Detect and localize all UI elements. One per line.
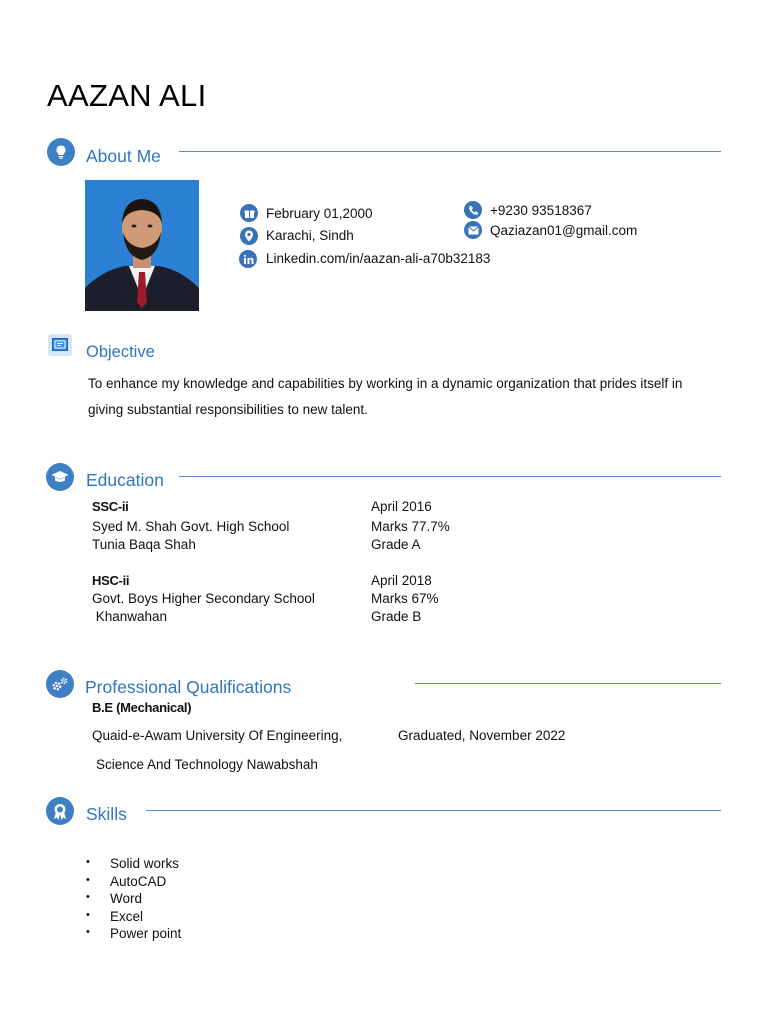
email-address[interactable]: Qaziazan01@gmail.com bbox=[490, 223, 638, 238]
skill-name: Power point bbox=[110, 926, 182, 942]
objective-title: Objective bbox=[86, 343, 155, 361]
list-item: • Solid works bbox=[86, 856, 181, 874]
section-divider bbox=[415, 683, 721, 684]
university-name-line-2: Science And Technology Nawabshah bbox=[96, 757, 318, 772]
degree-title: B.E (Mechanical) bbox=[92, 700, 192, 715]
lightbulb-icon bbox=[47, 138, 75, 166]
education-grade: Grade B bbox=[371, 609, 422, 624]
date-of-birth: February 01,2000 bbox=[266, 206, 373, 221]
skill-name: AutoCAD bbox=[110, 873, 167, 889]
gift-icon bbox=[240, 204, 258, 222]
education-title: Education bbox=[86, 470, 164, 490]
objective-text-line-2: giving substantial responsibilities to new talent. bbox=[88, 402, 368, 417]
list-item: • Word bbox=[86, 891, 181, 909]
phone-icon bbox=[464, 201, 482, 219]
section-divider bbox=[179, 476, 721, 477]
graduation-date: Graduated, November 2022 bbox=[398, 728, 566, 743]
graduation-cap-icon bbox=[46, 463, 74, 491]
linkedin-link[interactable]: Linkedin.com/in/aazan-ali-a70b32183 bbox=[266, 251, 491, 266]
list-item: • Power point bbox=[86, 926, 181, 944]
education-level: SSC-ii bbox=[92, 499, 129, 514]
linkedin-icon bbox=[239, 250, 257, 268]
location: Karachi, Sindh bbox=[266, 228, 354, 243]
email-icon bbox=[464, 221, 482, 239]
education-grade: Grade A bbox=[371, 537, 421, 552]
skills-list bbox=[86, 856, 181, 944]
skills-title: Skills bbox=[86, 804, 127, 824]
list-item: • Excel bbox=[86, 909, 181, 927]
objective-icon bbox=[48, 334, 72, 356]
phone-number: +9230 93518367 bbox=[490, 203, 592, 218]
qualifications-title: Professional Qualifications bbox=[85, 677, 292, 697]
skill-name: Excel bbox=[110, 908, 144, 924]
education-marks: Marks 67% bbox=[371, 591, 439, 606]
university-name: Quaid-e-Awam University Of Engineering, bbox=[92, 728, 343, 743]
about-me-title: About Me bbox=[86, 146, 161, 166]
objective-text-line-1: To enhance my knowledge and capabilities by working in a dynamic organization that prides itself in bbox=[88, 376, 683, 391]
education-school: Syed M. Shah Govt. High School bbox=[92, 519, 290, 534]
education-level: HSC-ii bbox=[92, 573, 130, 588]
gears-icon bbox=[46, 670, 74, 698]
profile-photo bbox=[85, 180, 199, 311]
skill-name: Solid works bbox=[110, 856, 180, 871]
award-ribbon-icon bbox=[46, 797, 74, 825]
list-item: • AutoCAD bbox=[86, 874, 181, 892]
education-school-location: Khanwahan bbox=[92, 609, 168, 624]
education-date: April 2016 bbox=[371, 499, 432, 514]
education-marks: Marks 77.7% bbox=[371, 519, 450, 534]
skill-name: Word bbox=[110, 891, 143, 907]
location-pin-icon bbox=[240, 227, 258, 245]
education-date: April 2018 bbox=[371, 573, 432, 588]
education-school-location: Tunia Baqa Shah bbox=[92, 537, 196, 552]
resume-name: AAZAN ALI bbox=[47, 78, 207, 113]
education-school: Govt. Boys Higher Secondary School bbox=[92, 591, 315, 606]
section-divider bbox=[179, 151, 721, 152]
section-divider bbox=[146, 810, 721, 811]
